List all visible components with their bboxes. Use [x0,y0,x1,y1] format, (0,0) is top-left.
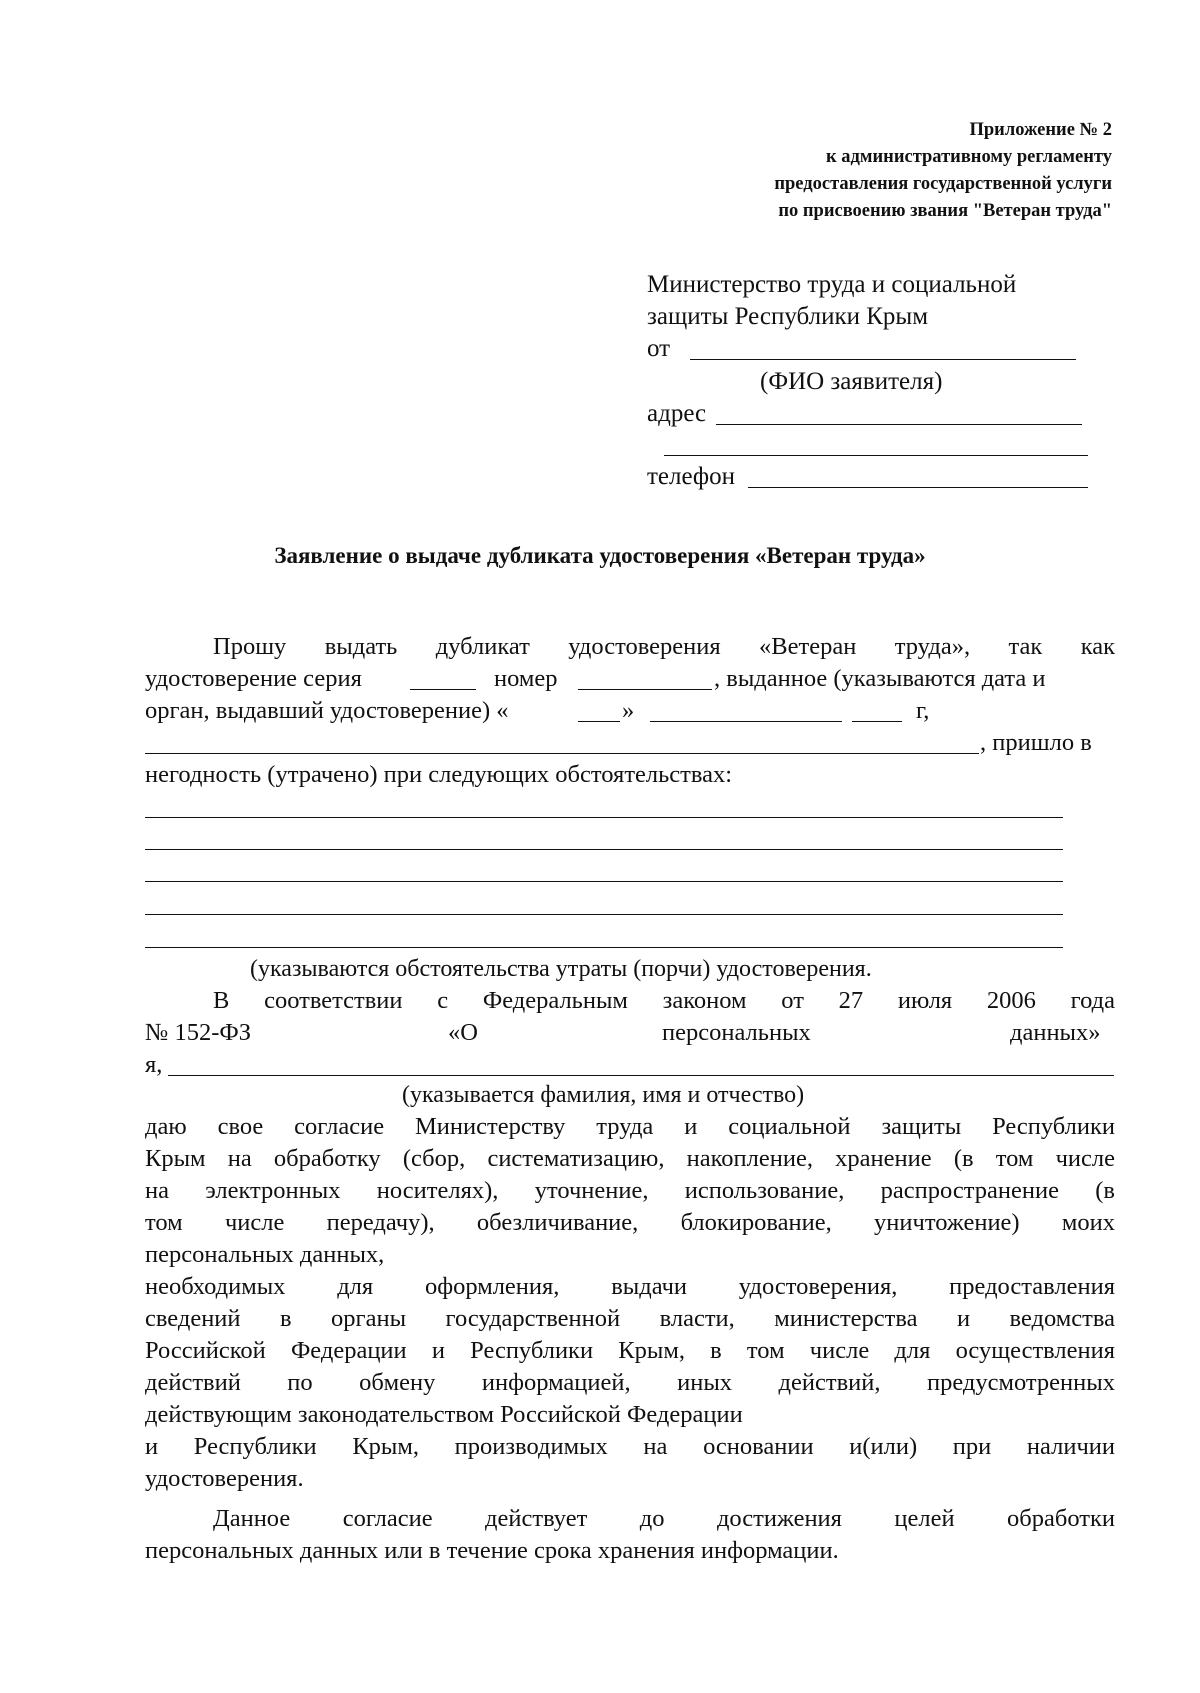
consent-line: даю свое согласие Министерству труда и социальной защиты Республики [145,1113,1115,1140]
request-number-label: номер [494,665,558,692]
phone-label: телефон [647,463,735,490]
annex-line: к административному регламенту [826,147,1112,167]
address-label: адрес [647,400,707,427]
day-field-line[interactable] [578,721,620,722]
consent-law-number: № 152-ФЗ [145,1019,252,1046]
request-circumstances-text: негодность (утрачено) при следующих обстоятельствах: [145,761,733,788]
annex-header [592,117,1112,225]
consent-line: удостоверения. [145,1465,304,1492]
circumstances-line[interactable] [145,817,1063,818]
fio-field-line[interactable] [690,359,1076,360]
consent-law-name-a: «О [448,1019,478,1046]
consent-line: Российской Федерации и Республики Крым, в том числе для осуществления [145,1337,1115,1364]
request-series-label: удостоверение серия [145,665,362,692]
consent-validity-line-2: персональных данных или в течение срока хранения информации. [145,1537,839,1564]
issuer-field-line[interactable] [145,753,979,754]
address-field-line-2[interactable] [664,455,1088,456]
number-field-line[interactable] [578,689,712,690]
name-caption: (указывается фамилия, имя и отчество) [402,1082,805,1108]
full-name-field-line[interactable] [168,1075,1114,1076]
consent-line: и Республики Крым, производимых на основании и(или) при наличии [145,1433,1115,1460]
consent-line-1: В соответствии с Федеральным законом от 27 июля 2006 года [213,987,1115,1014]
series-field-line[interactable] [410,689,476,690]
consent-line: действующим законодательством Российской Федерации [145,1401,743,1428]
year-field-line[interactable] [852,721,902,722]
month-field-line[interactable] [650,721,842,722]
consent-line: Крым на обработку (сбор, систематизацию, накопление, хранение (в том числе [145,1145,1115,1172]
phone-field-line[interactable] [748,487,1088,488]
circumstances-caption: (указываются обстоятельства утраты (порчи) удостоверения. [250,956,872,982]
circumstances-line[interactable] [145,947,1063,948]
consent-line: персональных данных, [145,1241,385,1268]
consent-validity-line: Данное согласие действует до достижения целей обработки [213,1505,1115,1532]
quote-close: » [622,697,635,724]
addressee-line-2: защиты Республики Крым [647,303,929,330]
request-issued-text: , выданное (указываются дата и [714,665,1046,692]
year-suffix: г, [916,697,930,724]
request-line-1: Прошу выдать дубликат удостоверения «Ветеран труда», так как [213,633,1115,660]
circumstances-line[interactable] [145,849,1063,850]
annex-line: по присвоению звания "Ветеран труда" [778,201,1112,221]
annex-line: Приложение № 2 [969,120,1112,140]
from-label: от [647,335,671,362]
document-title: Заявление о выдаче дубликата удостоверения «Ветеран труда» [274,543,926,568]
circumstances-line[interactable] [145,914,1063,915]
addressee-line-1: Министерство труда и социальной [647,271,1017,298]
circumstances-line[interactable] [145,881,1063,882]
consent-law-name-b: персональных [662,1019,811,1046]
consent-line: на электронных носителях), уточнение, использование, распространение (в [145,1177,1115,1204]
address-field-line[interactable] [716,424,1082,425]
consent-line: необходимых для оформления, выдачи удостоверения, предоставления [145,1273,1115,1300]
request-issuer-text: орган, выдавший удостоверение) « [145,697,509,724]
consent-line: сведений в органы государственной власти, министерства и ведомства [145,1305,1115,1332]
consent-line: действий по обмену информацией, иных действий, предусмотренных [145,1369,1115,1396]
request-became-text: , пришло в [980,729,1092,756]
consent-i-label: я, [145,1051,163,1078]
annex-line: предоставления государственной услуги [774,174,1112,194]
consent-law-name-c: данных» [1010,1019,1101,1046]
fio-caption: (ФИО заявителя) [760,368,943,395]
consent-line: том числе передачу), обезличивание, блокирование, уничтожение) моих [145,1209,1115,1236]
